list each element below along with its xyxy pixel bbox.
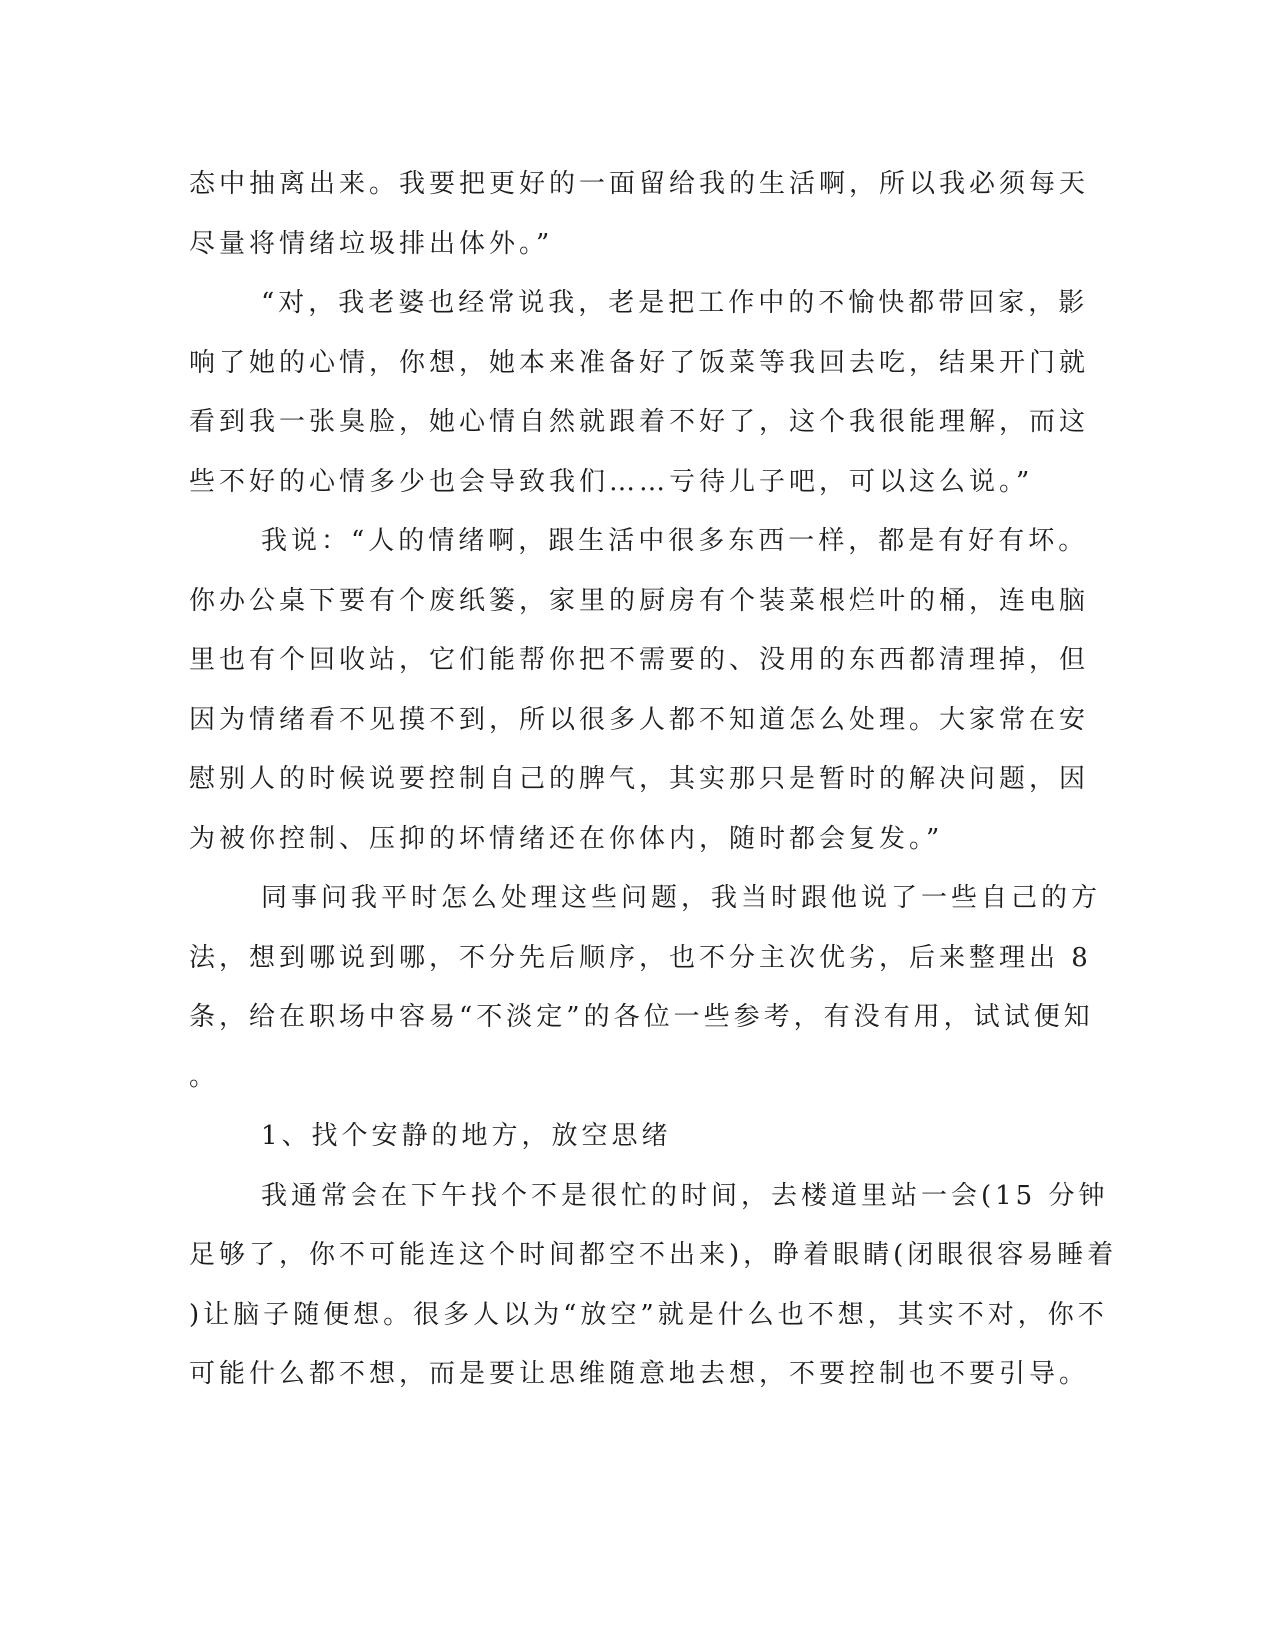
text-line: 条，给在职场中容易“不淡定”的各位一些参考，有没有用，试试便知: [189, 1002, 1094, 1032]
text-line: )让脑子随便想。很多人以为“放空”就是什么也不想，其实不对，你不: [189, 1299, 1108, 1330]
text-line: 你办公桌下要有个废纸篓，家里的厨房有个装菜根烂叶的桶，连电脑: [189, 585, 1090, 616]
text-line: 法，想到哪说到哪，不分先后顺序，也不分主次优劣，后来整理出 8: [189, 942, 1092, 973]
text-line: 。: [189, 1061, 220, 1092]
body-text: [189, 155, 1118, 1405]
text-line: 看到我一张臭脸，她心情自然就跟着不好了，这个我很能理解，而这: [189, 407, 1090, 437]
text-line: 态中抽离出来。我要把更好的一面留给我的生活啊，所以我必须每天: [189, 169, 1090, 199]
text-line: 为被你控制、压抑的坏情绪还在你体内，随时都会复发。”: [189, 823, 944, 854]
text-line: 足够了，你不可能连这个时间都空不出来)，睁着眼睛(闭眼很容易睡着: [189, 1240, 1118, 1270]
text-line: 慰别人的时候说要控制自己的脾气，其实那只是暂时的解决问题，因: [189, 764, 1090, 794]
text-line: 可能什么都不想，而是要让思维随意地去想，不要控制也不要引导。: [189, 1359, 1090, 1389]
paragraph-start-line: 同事问我平时怎么处理这些问题，我当时跟他说了一些自己的方: [261, 883, 1102, 913]
text-line: 因为情绪看不见摸不到，所以很多人都不知道怎么处理。大家常在安: [189, 704, 1090, 735]
section-heading: 1、找个安静的地方，放空思绪: [261, 1121, 672, 1151]
paragraph-start-line: 我通常会在下午找个不是很忙的时间，去楼道里站一会(15 分钟: [261, 1180, 1109, 1211]
text-line: 尽量将情绪垃圾排出体外。”: [189, 228, 554, 259]
text-line: 里也有个回收站，它们能帮你把不需要的、没用的东西都清理掉，但: [189, 645, 1090, 675]
paragraph-start-line: “对，我老婆也经常说我，老是把工作中的不愉快都带回家，影: [261, 288, 1089, 318]
text-line: 些不好的心情多少也会导致我们……亏待儿子吧，可以这么说。”: [189, 466, 1034, 497]
paragraph-start-line: 我说：“人的情绪啊，跟生活中很多东西一样，都是有好有坏。: [261, 526, 1089, 556]
text-line: 响了她的心情，你想，她本来准备好了饭菜等我回去吃，结果开门就: [189, 347, 1090, 378]
